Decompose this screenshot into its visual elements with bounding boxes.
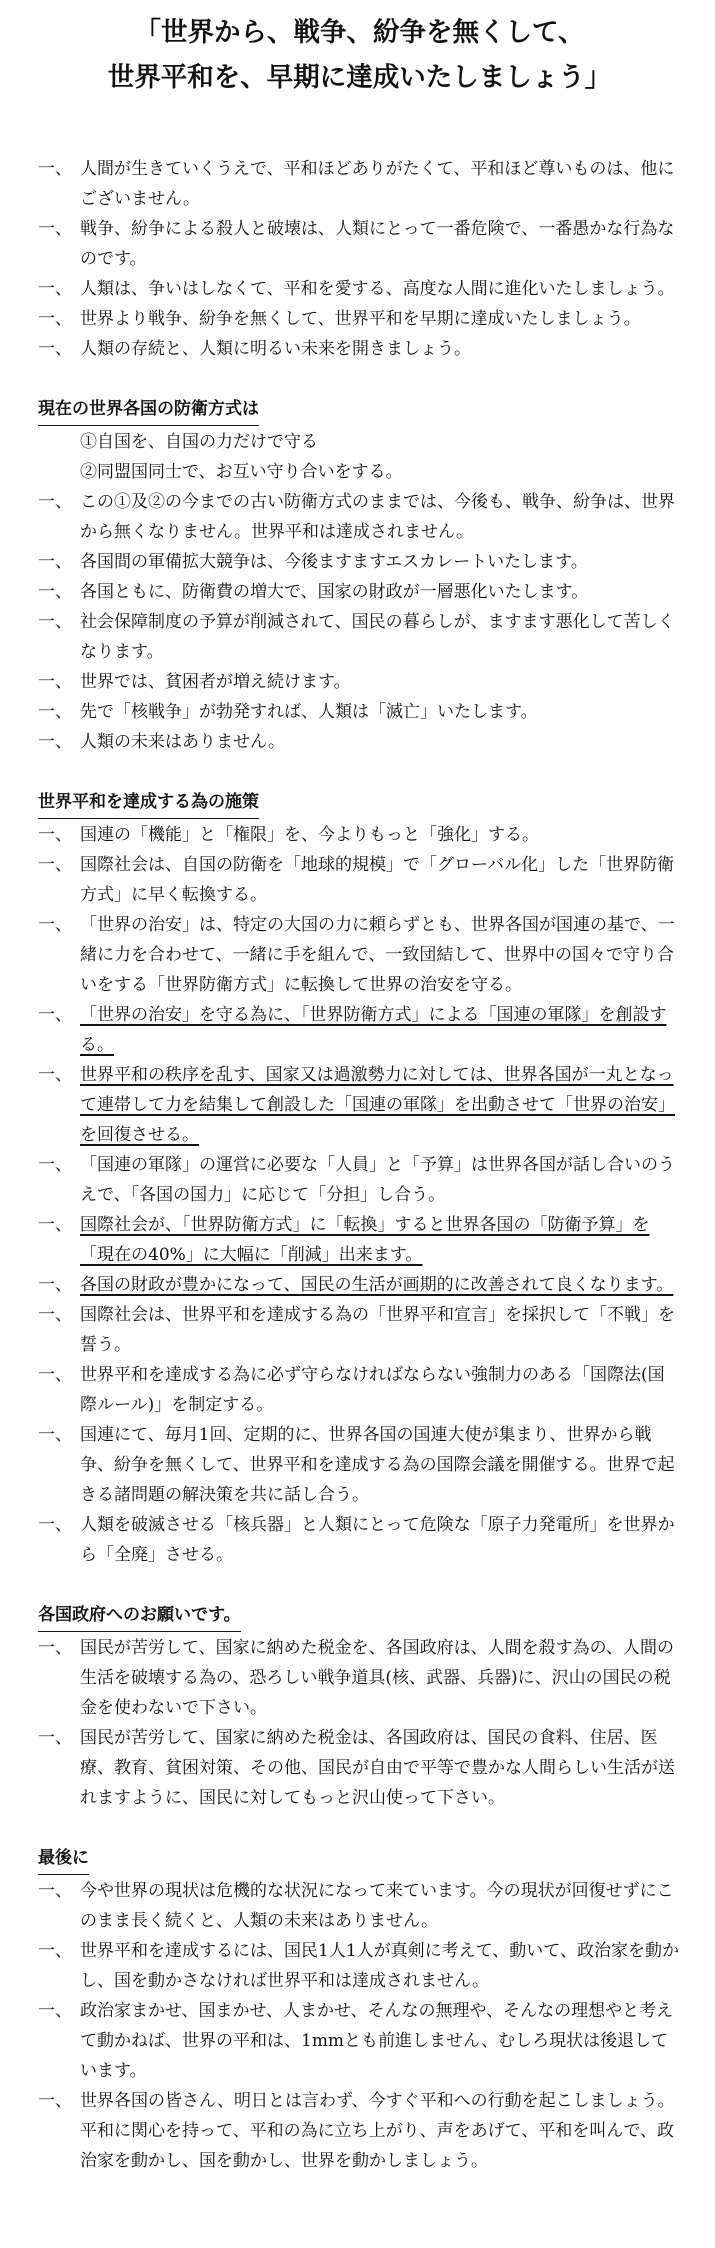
list-dash: 一、 — [38, 1515, 72, 1535]
list-item — [38, 850, 681, 910]
list-dash: 一、 — [38, 702, 72, 722]
list-item-text: 人類の未来はありません。 — [80, 732, 286, 752]
list-item-text: 人類は、争いはしなくて、平和を愛する、高度な人間に進化いたしましょう。 — [80, 279, 675, 299]
list-item — [38, 1150, 681, 1210]
list-item — [38, 1000, 681, 1060]
list-item-text: 「国連の軍隊」の運営に必要な「人員」と「予算」は世界各国が話し合いのうえで、「各国の国力」に応じて「分担」し合う。 — [80, 1155, 675, 1205]
list-item-text: 国際社会は、世界平和を達成する為の「世界平和宣言」を採択して「不戦」を誓う。 — [80, 1305, 675, 1355]
list-item-text: 「世界の治安」を守る為に、「世界防衛方式」による「国連の軍隊」を創設する。 — [80, 1005, 667, 1055]
section-heading-finally: 最後に — [38, 1843, 89, 1875]
list-dash: 一、 — [38, 612, 72, 632]
list-item — [38, 1300, 681, 1360]
list-item-text: 政治家まかせ、国まかせ、人まかせ、そんなの無理や、そんなの理想やと考えて動かねば、世界の平和は、1mmとも前進しません、むしろ現状は後退しています。 — [80, 2001, 674, 2081]
list-item-text: 人類の存続と、人類に明るい未来を開きましょう。 — [80, 339, 471, 359]
list-item-text: 世界平和を達成するには、国民1人1人が真剣に考えて、動いて、政治家を動かし、国を動かさなければ世界平和は達成されません。 — [80, 1941, 679, 1991]
list-item-text: 戦争、紛争による殺人と破壊は、人類にとって一番危険で、一番愚かな行為なのです。 — [80, 219, 675, 269]
list-item-text: 今や世界の現状は危機的な状況になって来ています。今の現状が回復せずにこのまま長く続くと、人類の未来はありません。 — [80, 1881, 674, 1931]
list-item — [38, 334, 681, 364]
list-dash: 一、 — [38, 492, 72, 512]
list-item — [38, 1633, 681, 1723]
list-item-text: 国連にて、毎月1回、定期的に、世界各国の国連大使が集まり、世界から戦争、紛争を無くして、世界平和を達成する為の国際会議を開催する。世界で起きる諸問題の解決策を共に話し合う。 — [80, 1425, 675, 1505]
list-dash: 一、 — [38, 582, 72, 602]
section-heading-measures: 世界平和を達成する為の施策 — [38, 787, 259, 819]
list-item — [38, 1060, 681, 1150]
list-dash: 一、 — [38, 1155, 72, 1175]
intro-list — [38, 154, 681, 364]
list-item — [38, 820, 681, 850]
list-item-text: 先で「核戦争」が勃発すれば、人類は「滅亡」いたします。 — [80, 702, 538, 722]
list-dash: 一、 — [38, 1728, 72, 1748]
defense-method-1: ①自国を、自国の力だけで守る — [80, 432, 318, 452]
list-item — [38, 2086, 681, 2176]
list-item — [38, 1210, 681, 1270]
list-item-text: 人間が生きていくうえで、平和ほどありがたくて、平和ほど尊いものは、他にございません。 — [80, 159, 675, 209]
list-item-text: 国連の「機能」と「権限」を、今よりもっと「強化」する。 — [80, 825, 539, 845]
list-dash: 一、 — [38, 219, 72, 239]
list-item-text: 国民が苦労して、国家に納めた税金を、各国政府は、人間を殺す為の、人間の生活を破壊する為の、恐ろしい戦争道具(核、武器、兵器)に、沢山の国民の税金を使わないで下さい。 — [80, 1638, 674, 1718]
list-item — [38, 607, 681, 667]
list-item-text: 各国の財政が豊かになって、国民の生活が画期的に改善されて良くなります。 — [80, 1275, 674, 1295]
document-title — [38, 10, 681, 100]
list-item — [38, 1420, 681, 1510]
list-dash: 一、 — [38, 1215, 72, 1235]
list-item — [38, 697, 681, 727]
list-dash: 一、 — [38, 1638, 72, 1658]
list-dash: 一、 — [38, 1065, 72, 1085]
list-dash: 一、 — [38, 915, 72, 935]
list-item-text: 国際社会は、自国の防衛を「地球的規模」で「グローバル化」した「世界防衛方式」に早く転換する。 — [80, 855, 675, 905]
list-dash: 一、 — [38, 309, 72, 329]
list-item-text: 世界より戦争、紛争を無くして、世界平和を早期に達成いたしましょう。 — [80, 309, 641, 329]
list-item — [38, 1936, 681, 1996]
list-dash: 一、 — [38, 159, 72, 179]
list-item — [38, 1270, 681, 1300]
list-dash: 一、 — [38, 2091, 72, 2111]
list-item-text: 国民が苦労して、国家に納めた税金は、各国政府は、国民の食料、住居、医療、教育、貧困対策、その他、国民が自由で平等で豊かな人間らしい生活が送れますように、国民に対してもっと沢山使って下さい。 — [80, 1728, 675, 1808]
list-item — [38, 1723, 681, 1813]
list-dash: 一、 — [38, 279, 72, 299]
list-dash: 一、 — [38, 1881, 72, 1901]
list-dash: 一、 — [38, 1365, 72, 1385]
list-item-text: 各国間の軍備拡大競争は、今後ますますエスカレートいたします。 — [80, 552, 588, 572]
section-heading-requests: 各国政府へのお願いです。 — [38, 1600, 241, 1632]
list-dash: 一、 — [38, 1305, 72, 1325]
list-item-text: 「世界の治安」は、特定の大国の力に頼らずとも、世界各国が国連の基で、一緒に力を合わせて、一緒に手を組んで、一致団結して、世界中の国々で守り合いをする「世界防衛方式」に転換して世界の治安を守る。 — [80, 915, 675, 995]
list-item-text: 人類を破滅させる「核兵器」と人類にとって危険な「原子力発電所」を世界から「全廃」させる。 — [80, 1515, 675, 1565]
list-item — [38, 1876, 681, 1936]
list-item — [38, 547, 681, 577]
list-item — [38, 214, 681, 274]
title-line-1: 「世界から、戦争、紛争を無くして、 — [134, 17, 585, 48]
list-dash: 一、 — [38, 1941, 72, 1961]
list-item — [38, 487, 681, 547]
list-dash: 一、 — [38, 1275, 72, 1295]
list-dash: 一、 — [38, 339, 72, 359]
defense-section — [38, 394, 681, 757]
list-item — [38, 910, 681, 1000]
list-dash: 一、 — [38, 825, 72, 845]
list-item-text: 社会保障制度の予算が削減されて、国民の暮らしが、ますます悪化して苦しくなります。 — [80, 612, 675, 662]
list-item-text: 世界各国の皆さん、明日とは言わず、今すぐ平和への行動を起こしましょう。平和に関心を持って、平和の為に立ち上がり、声をあげて、平和を叫んで、政治家を動かし、国を動かし、世界を動かしましょう。 — [80, 2091, 675, 2171]
title-line-2: 世界平和を、早期に達成いたしましょう」 — [107, 62, 612, 93]
list-dash: 一、 — [38, 2001, 72, 2021]
list-item — [38, 304, 681, 334]
defense-method-2: ②同盟国同士で、お互い守り合いをする。 — [80, 462, 403, 482]
list-item — [38, 154, 681, 214]
finally-section — [38, 1843, 681, 2176]
list-dash: 一、 — [38, 1425, 72, 1445]
list-dash: 一、 — [38, 732, 72, 752]
list-item — [38, 1510, 681, 1570]
list-item-text: 世界では、貧困者が増え続けます。 — [80, 672, 351, 692]
list-dash: 一、 — [38, 1005, 72, 1025]
list-item-text: 国際社会が、「世界防衛方式」に「転換」すると世界各国の「防衛予算」を「現在の40%」に大幅に「削減」出来ます。 — [80, 1215, 650, 1265]
list-item-text: 世界平和の秩序を乱す、国家又は過激勢力に対しては、世界各国が一丸となって連帯して力を結集して創設した「国連の軍隊」を出動させて「世界の治安」を回復させる。 — [80, 1065, 675, 1145]
requests-section — [38, 1600, 681, 1813]
list-dash: 一、 — [38, 855, 72, 875]
list-dash: 一、 — [38, 672, 72, 692]
list-item-text: 世界平和を達成する為に必ず守らなければならない強制力のある「国際法(国際ルール)」を制定する。 — [80, 1365, 665, 1415]
measures-section — [38, 787, 681, 1570]
list-item — [38, 1360, 681, 1420]
list-item — [38, 1996, 681, 2086]
list-item — [38, 667, 681, 697]
list-item — [38, 727, 681, 757]
list-item — [38, 274, 681, 304]
list-dash: 一、 — [38, 552, 72, 572]
section-heading-defense: 現在の世界各国の防衛方式は — [38, 394, 259, 426]
list-item-text: 各国ともに、防衛費の増大で、国家の財政が一層悪化いたします。 — [80, 582, 589, 602]
list-item-text: この①及②の今までの古い防衛方式のままでは、今後も、戦争、紛争は、世界から無くなりません。世界平和は達成されません。 — [80, 492, 675, 542]
list-item — [38, 577, 681, 607]
